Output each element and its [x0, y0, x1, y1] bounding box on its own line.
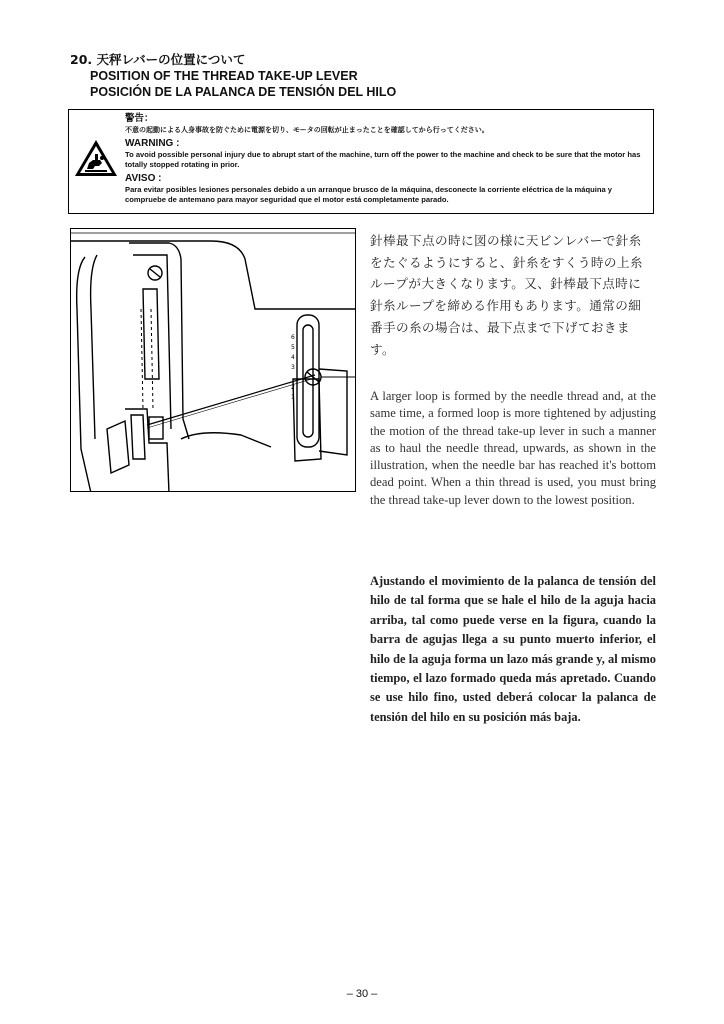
warning-title-en: WARNING : [125, 137, 180, 149]
scale-label-2: 2 [291, 384, 295, 391]
scale-label-4: 4 [291, 354, 295, 361]
heading-spanish: POSICIÓN DE LA PALANCA DE TENSIÓN DEL HILO [90, 85, 397, 99]
page-number: – 30 – [346, 988, 378, 1000]
warning-text-en: To avoid possible personal injury due to abrupt start of the machine, turn off the power to the machine and check to be sure that the motor has totally stopped rotating in prior. [125, 149, 641, 169]
warning-text-jp: 不意の起動による人身事故を防ぐために電源を切り、モータの回転が止まったことを確認してから行ってください。 [125, 126, 489, 134]
warning-title-jp: 警告： [125, 113, 154, 124]
heading-japanese: 20. 天秤レバーの位置について [70, 52, 246, 67]
instructions-japanese: 針棒最下点の時に図の様に天ビンレバーで針糸をたぐるようにすると、針糸をすくう時の上糸ループが大きくなります。又、針棒最下点時に針糸ループを締める作用もあります。通常の細番手の糸の場合は、最下点まで下げておきます。 [370, 233, 643, 357]
hand-crush-warning-icon [73, 138, 119, 178]
heading-english: POSITION OF THE THREAD TAKE-UP LEVER [90, 69, 358, 83]
scale-label-6: 6 [291, 334, 295, 341]
instructions-spanish: Ajustando el movimiento de la palanca de tensión del hilo de tal forma que se hale el hilo de la aguja hacia arriba, tal como puede verse en la figura, cuando la barra de agujas llega a su punto muerto inferior, el hilo de la aguja forma un lazo más grande y, al mismo tiempo, el lazo formado queda más apretado. Cuando se use hilo fino, usted deberá colocar la palanca de tensión del hilo en su posición más baja. [370, 574, 656, 724]
take-up-lever-illustration [70, 228, 356, 492]
scale-label-5: 5 [291, 344, 295, 351]
instructions-english: A larger loop is formed by the needle thread and, at the same time, a formed loop is more tightened by adjusting the motion of the thread take-up lever in such a manner as to haul the needle thread, upwards, as shown in the illustration, when the needle bar has reached it's bottom dead point. When a thin thread is used, you must bring the thread take-up lever down to the lowest position. [370, 389, 656, 507]
scale-label-1: 1 [291, 394, 295, 401]
section-heading [70, 52, 670, 100]
warning-box [68, 109, 654, 214]
scale-label-3: 3 [291, 364, 295, 371]
warning-text [125, 113, 649, 206]
warning-title-es: AVISO : [125, 172, 162, 184]
warning-text-es: Para evitar posibles lesiones personales debido a un arranque brusco de la máquina, desconecte la corriente eléctrica de la máquina y compruebe de antemano para mayor seguridad que el motor está completamente parado. [125, 184, 613, 204]
